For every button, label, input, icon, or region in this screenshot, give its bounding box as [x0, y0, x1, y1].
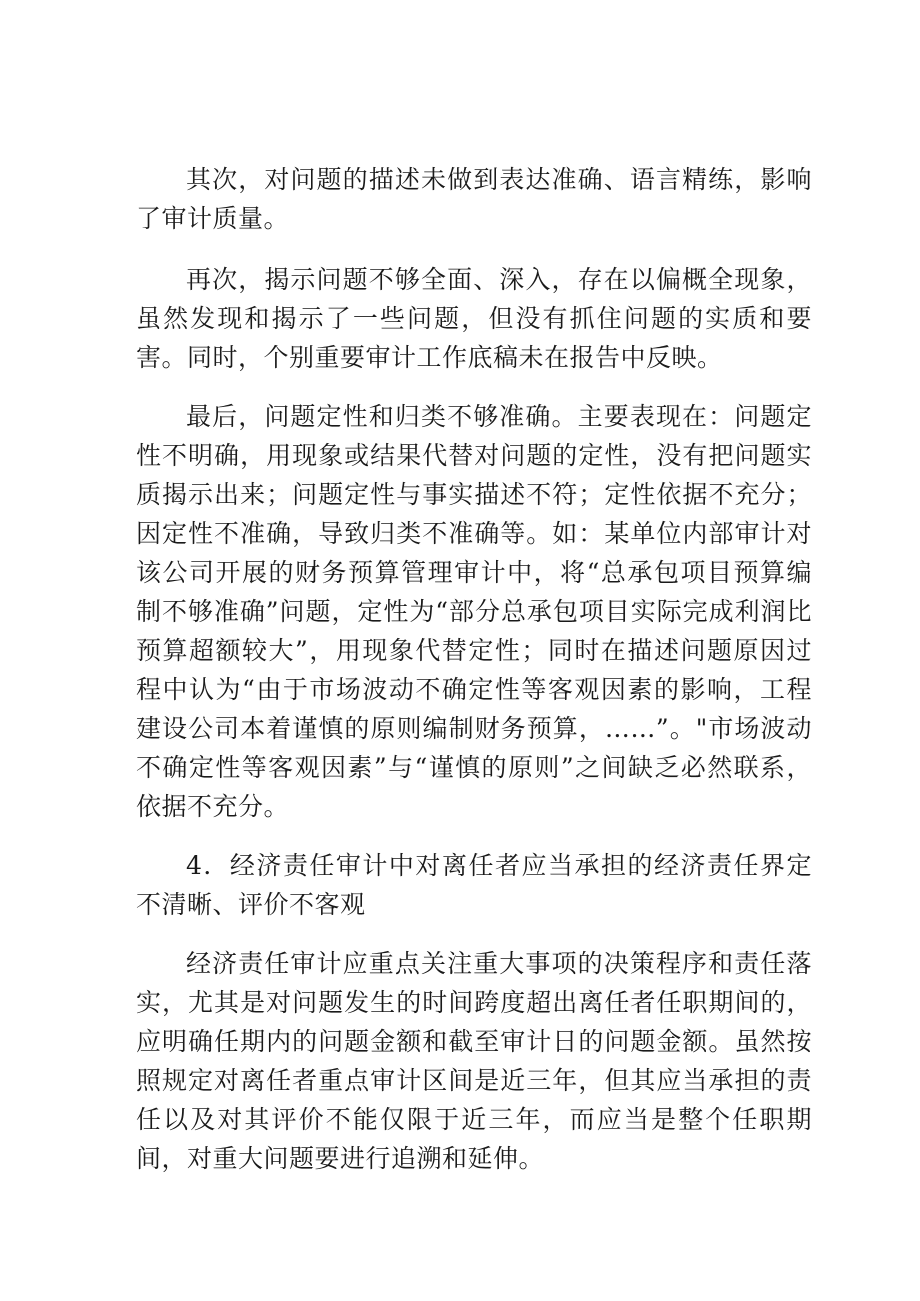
document-body — [136, 160, 812, 1178]
paragraph-finally: 最后，问题定性和归类不够准确。主要表现在：问题定性不明确，用现象或结果代替对问题的定性，没有把问题实质揭示出来；问题定性与事实描述不符；定性依据不充分；因定性不准确，导致归类不准确等。如：某单位内部审计对该公司开展的财务预算管理审计中，将“总承包项目预算编制不够准确”问题，定性为“部分总承包项目实际完成利润比预算超额较大”，用现象代替定性；同时在描述问题原因过程中认为“由于市场波动不确定性等客观因素的影响，工程建设公司本着谨慎的原则编制财务预算，……”。"市场波动不确定性等客观因素”与“谨慎的原则”之间缺乏必然联系，依据不充分。 — [136, 402, 812, 821]
paragraph-thirdly: 再次，揭示问题不够全面、深入，存在以偏概全现象，虽然发现和揭示了一些问题，但没有抓住问题的实质和要害。同时，个别重要审计工作底稿未在报告中反映。 — [136, 265, 812, 372]
section-heading-4: 4．经济责任审计中对离任者应当承担的经济责任界定不清晰、评价不客观 — [136, 851, 812, 919]
paragraph-economic-responsibility: 经济责任审计应重点关注重大事项的决策程序和责任落实，尤其是对问题发生的时间跨度超出离任者任职期间的，应明确任期内的问题金额和截至审计日的问题金额。虽然按照规定对离任者重点审计区间是近三年，但其应当承担的责任以及对其评价不能仅限于近三年，而应当是整个任职期间，对重大问题要进行追溯和延伸。 — [136, 949, 812, 1173]
paragraph-secondly: 其次，对问题的描述未做到表达准确、语言精练，影响了审计质量。 — [136, 165, 812, 233]
